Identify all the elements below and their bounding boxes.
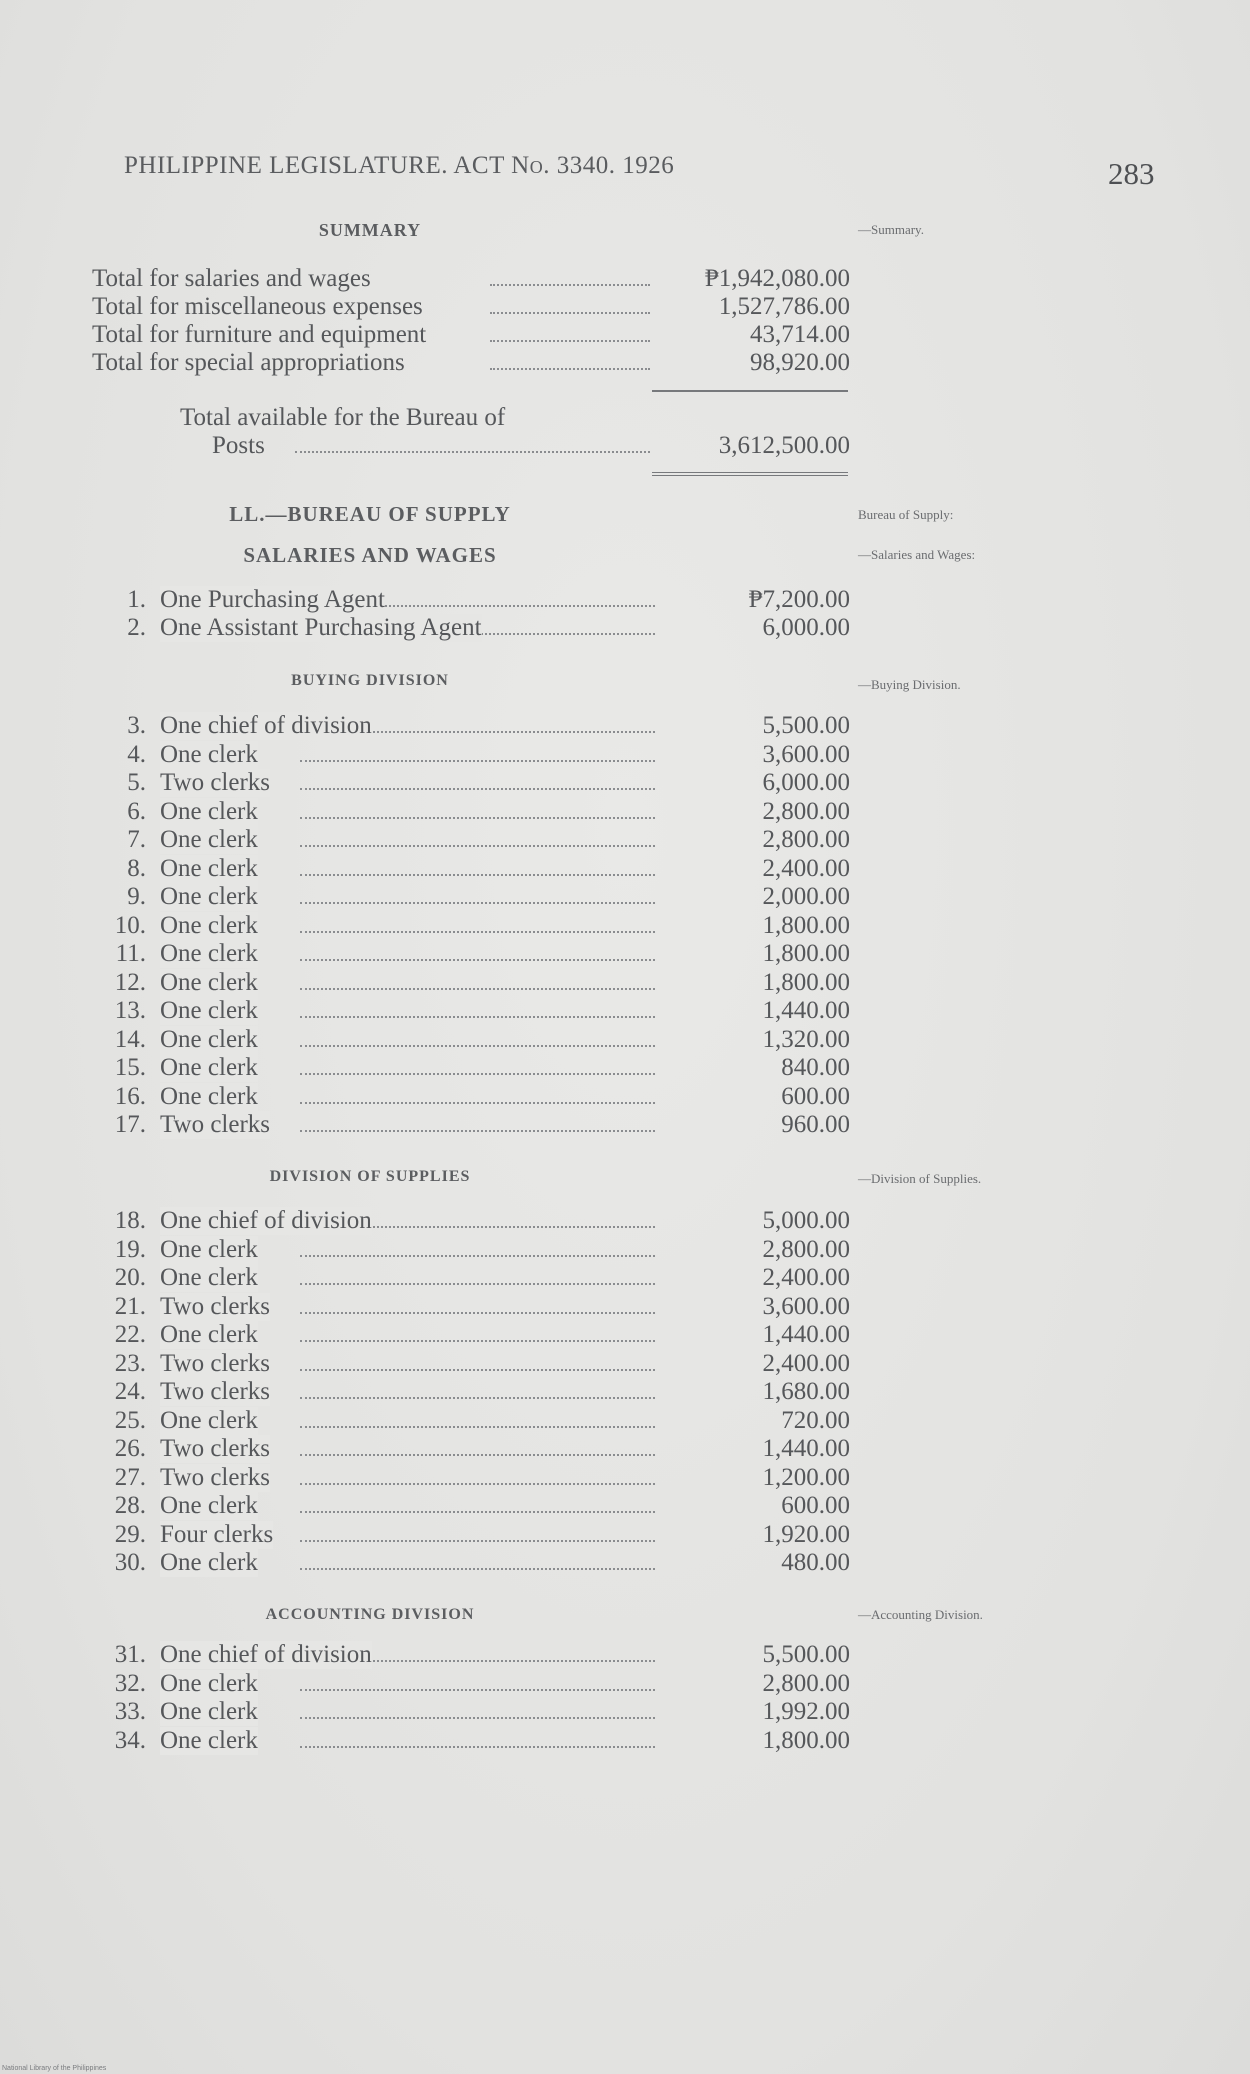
line-item bbox=[0, 1111, 860, 1139]
line-label: One clerk bbox=[160, 883, 258, 910]
line-label: One clerk bbox=[160, 1698, 258, 1725]
line-amount: 1,200.00 bbox=[762, 1463, 850, 1491]
dot-leader bbox=[300, 988, 655, 990]
dot-leader bbox=[300, 1255, 655, 1257]
line-label: One clerk bbox=[160, 940, 258, 967]
line-item bbox=[0, 969, 860, 997]
line-amount: 2,800.00 bbox=[762, 826, 850, 853]
line-amount: 6,000.00 bbox=[762, 614, 850, 641]
line-number: 4. bbox=[127, 740, 146, 768]
line-label: Two clerks bbox=[160, 1111, 271, 1138]
line-item bbox=[0, 883, 860, 911]
line-label: One clerk bbox=[160, 1726, 258, 1754]
line-item bbox=[0, 1321, 860, 1349]
line-item bbox=[0, 769, 860, 797]
line-amount: 2,400.00 bbox=[762, 854, 850, 882]
line-item bbox=[0, 1435, 860, 1463]
line-number: 32. bbox=[114, 1669, 146, 1697]
line-label: One clerk bbox=[160, 1235, 258, 1263]
line-number: 27. bbox=[114, 1463, 146, 1491]
line-number: 22. bbox=[114, 1321, 146, 1348]
dot-leader bbox=[300, 817, 655, 819]
line-amount: 1,440.00 bbox=[762, 1435, 850, 1462]
line-item bbox=[0, 1492, 860, 1520]
line-item bbox=[0, 1083, 860, 1111]
line-item bbox=[0, 997, 860, 1025]
line-number: 12. bbox=[114, 968, 146, 996]
line-number: 20. bbox=[114, 1264, 146, 1291]
line-number: 30. bbox=[114, 1549, 146, 1576]
line-amount: 1,440.00 bbox=[762, 1321, 850, 1348]
dot-leader bbox=[300, 1045, 655, 1047]
dot-leader bbox=[300, 874, 655, 876]
line-label: Two clerks bbox=[160, 1463, 271, 1491]
line-item bbox=[0, 1264, 860, 1292]
line-label: One clerk bbox=[160, 797, 258, 825]
summary-row-label: Total for salaries and wages bbox=[92, 265, 371, 292]
line-label: Two clerks bbox=[160, 1292, 271, 1320]
margin-note-salaries: —Salaries and Wages: bbox=[858, 547, 976, 562]
line-label: Two clerks bbox=[160, 1378, 271, 1405]
line-number: 26. bbox=[114, 1435, 146, 1462]
line-number: 15. bbox=[114, 1054, 146, 1081]
line-label: One clerk bbox=[160, 826, 258, 853]
total-row bbox=[0, 432, 860, 460]
line-number: 21. bbox=[114, 1292, 146, 1320]
line-number: 9. bbox=[127, 883, 146, 910]
line-item bbox=[0, 1378, 860, 1406]
summary-row-amount: 98,920.00 bbox=[750, 349, 850, 376]
line-amount: 2,400.00 bbox=[762, 1349, 850, 1377]
line-number: 5. bbox=[127, 769, 146, 796]
line-item bbox=[0, 1236, 860, 1264]
margin-note-buying: —Buying Division. bbox=[858, 677, 961, 692]
line-label: One clerk bbox=[160, 911, 258, 939]
dot-leader bbox=[300, 1102, 655, 1104]
dot-leader bbox=[300, 1283, 655, 1285]
line-label: One clerk bbox=[160, 1492, 258, 1519]
total-label-line2: Posts bbox=[212, 432, 265, 459]
dot-leader bbox=[300, 1689, 655, 1691]
line-label: One clerk bbox=[160, 1406, 258, 1434]
line-item bbox=[0, 741, 860, 769]
line-label: One clerk bbox=[160, 1025, 258, 1053]
dot-leader bbox=[300, 1746, 655, 1748]
line-amount: 1,800.00 bbox=[762, 940, 850, 967]
line-amount: 1,800.00 bbox=[762, 1726, 850, 1754]
line-amount: ₱7,200.00 bbox=[748, 586, 850, 613]
page-number: 283 bbox=[1108, 156, 1155, 191]
line-amount: 960.00 bbox=[781, 1111, 850, 1138]
line-item bbox=[0, 712, 860, 740]
summary-row-label: Total for furniture and equipment bbox=[92, 321, 427, 348]
line-label: One clerk bbox=[160, 1321, 258, 1348]
line-label: One Assistant Purchasing Agent bbox=[160, 614, 482, 641]
summary-row bbox=[0, 293, 860, 321]
line-item bbox=[0, 614, 860, 642]
line-number: 11. bbox=[115, 940, 146, 967]
dot-leader bbox=[300, 760, 655, 762]
line-amount: 6,000.00 bbox=[762, 769, 850, 796]
total-double-rule bbox=[652, 472, 848, 476]
line-amount: 5,500.00 bbox=[762, 1641, 850, 1668]
line-amount: 600.00 bbox=[781, 1082, 850, 1110]
dot-leader bbox=[300, 1717, 655, 1719]
line-amount: 1,920.00 bbox=[762, 1520, 850, 1548]
line-number: 33. bbox=[114, 1698, 146, 1725]
line-amount: 1,800.00 bbox=[762, 911, 850, 939]
line-amount: 1,800.00 bbox=[762, 968, 850, 996]
summary-row-amount: 43,714.00 bbox=[750, 321, 850, 348]
line-item bbox=[0, 1670, 860, 1698]
margin-note-accounting: —Accounting Division. bbox=[858, 1607, 983, 1622]
line-item bbox=[0, 940, 860, 968]
line-amount: 2,800.00 bbox=[762, 797, 850, 825]
line-amount: 840.00 bbox=[781, 1054, 850, 1081]
summary-row-label: Total for special appropriations bbox=[92, 349, 405, 376]
dot-leader bbox=[300, 1540, 655, 1542]
line-item bbox=[0, 1549, 860, 1577]
line-number: 14. bbox=[114, 1025, 146, 1053]
line-label: One clerk bbox=[160, 740, 258, 768]
dot-leader bbox=[490, 284, 650, 286]
dot-leader bbox=[300, 1426, 655, 1428]
total-amount: 3,612,500.00 bbox=[718, 432, 850, 459]
dot-leader bbox=[300, 1483, 655, 1485]
line-item bbox=[0, 1407, 860, 1435]
line-item bbox=[0, 826, 860, 854]
dot-leader bbox=[300, 1511, 655, 1513]
summary-row-amount: ₱1,942,080.00 bbox=[704, 265, 850, 292]
line-item bbox=[0, 1521, 860, 1549]
line-item bbox=[0, 1026, 860, 1054]
line-label: Two clerks bbox=[160, 1435, 271, 1462]
line-amount: 5,500.00 bbox=[762, 712, 850, 739]
line-item bbox=[0, 798, 860, 826]
margin-note-summary: —Summary. bbox=[858, 222, 924, 237]
line-number: 31. bbox=[114, 1641, 146, 1668]
line-item bbox=[0, 1293, 860, 1321]
summary-row bbox=[0, 265, 860, 293]
line-number: 3. bbox=[127, 712, 146, 739]
dot-leader bbox=[300, 1454, 655, 1456]
bureau-heading: LL.—BUREAU OF SUPPLY bbox=[229, 502, 511, 526]
dot-leader bbox=[300, 845, 655, 847]
total-label-line1: Total available for the Bureau of bbox=[180, 404, 506, 431]
line-label: One clerk bbox=[160, 997, 258, 1024]
running-head: PHILIPPINE LEGISLATURE. ACT No. 3340. 1926 bbox=[124, 152, 675, 179]
line-label: One chief of division bbox=[160, 712, 372, 739]
line-item bbox=[0, 1350, 860, 1378]
line-number: 2. bbox=[127, 614, 146, 641]
line-number: 8. bbox=[127, 854, 146, 882]
dot-leader bbox=[300, 1312, 655, 1314]
line-item bbox=[0, 1207, 860, 1235]
dot-leader bbox=[300, 1130, 655, 1132]
line-amount: 480.00 bbox=[781, 1549, 850, 1576]
line-amount: 1,320.00 bbox=[762, 1025, 850, 1053]
line-number: 18. bbox=[114, 1207, 146, 1234]
line-label: One clerk bbox=[160, 1264, 258, 1291]
line-amount: 2,000.00 bbox=[762, 883, 850, 910]
line-label: One Purchasing Agent bbox=[160, 586, 385, 613]
line-number: 7. bbox=[127, 826, 146, 853]
line-number: 16. bbox=[114, 1082, 146, 1110]
dot-leader bbox=[295, 451, 650, 453]
line-number: 13. bbox=[114, 997, 146, 1024]
line-amount: 3,600.00 bbox=[762, 1292, 850, 1320]
line-amount: 3,600.00 bbox=[762, 740, 850, 768]
line-item bbox=[0, 1054, 860, 1082]
line-number: 23. bbox=[114, 1349, 146, 1377]
line-label: Four clerks bbox=[160, 1520, 274, 1548]
margin-note-supplies: —Division of Supplies. bbox=[858, 1171, 982, 1186]
margin-note-bureau: Bureau of Supply: bbox=[858, 507, 954, 522]
line-number: 10. bbox=[114, 911, 146, 939]
dot-leader bbox=[300, 959, 655, 961]
line-label: Two clerks bbox=[160, 769, 271, 796]
line-amount: 1,992.00 bbox=[762, 1698, 850, 1725]
line-label: One chief of division bbox=[160, 1207, 372, 1234]
dot-leader bbox=[300, 902, 655, 904]
dot-leader bbox=[300, 788, 655, 790]
salaries-heading: SALARIES AND WAGES bbox=[243, 543, 497, 567]
line-item bbox=[0, 855, 860, 883]
line-amount: 2,800.00 bbox=[762, 1669, 850, 1697]
subtotal-rule bbox=[652, 390, 848, 392]
dot-leader bbox=[300, 1016, 655, 1018]
summary-heading: SUMMARY bbox=[318, 220, 422, 240]
line-number: 17. bbox=[114, 1111, 146, 1138]
line-item bbox=[0, 1698, 860, 1726]
line-amount: 1,680.00 bbox=[762, 1378, 850, 1405]
line-label: Two clerks bbox=[160, 1349, 271, 1377]
line-number: 19. bbox=[114, 1235, 146, 1263]
dot-leader bbox=[490, 312, 650, 314]
line-item bbox=[0, 1727, 860, 1755]
line-amount: 720.00 bbox=[781, 1406, 850, 1434]
summary-row-label: Total for miscellaneous expenses bbox=[92, 293, 423, 320]
dot-leader bbox=[300, 931, 655, 933]
dot-leader bbox=[490, 340, 650, 342]
line-number: 34. bbox=[114, 1726, 146, 1754]
line-label: One clerk bbox=[160, 968, 258, 996]
summary-row bbox=[0, 349, 860, 377]
buying-division-heading: BUYING DIVISION bbox=[291, 672, 449, 689]
line-label: One clerk bbox=[160, 1082, 258, 1110]
line-item bbox=[0, 912, 860, 940]
line-label: One clerk bbox=[160, 1669, 258, 1697]
line-number: 29. bbox=[114, 1520, 146, 1548]
dot-leader bbox=[490, 368, 650, 370]
supplies-division-heading: DIVISION OF SUPPLIES bbox=[269, 1168, 471, 1185]
line-amount: 2,400.00 bbox=[762, 1264, 850, 1291]
line-label: One clerk bbox=[160, 1054, 258, 1081]
line-number: 6. bbox=[127, 797, 146, 825]
dot-leader bbox=[300, 1073, 655, 1075]
line-item bbox=[0, 1641, 860, 1669]
line-number: 25. bbox=[114, 1406, 146, 1434]
line-item bbox=[0, 1464, 860, 1492]
footer-credit: National Library of the Philippines bbox=[2, 2065, 107, 2072]
line-amount: 1,440.00 bbox=[762, 997, 850, 1024]
line-item bbox=[0, 586, 860, 614]
line-amount: 600.00 bbox=[781, 1492, 850, 1519]
line-number: 1. bbox=[127, 586, 146, 613]
dot-leader bbox=[300, 1397, 655, 1399]
line-label: One clerk bbox=[160, 854, 258, 882]
summary-row-amount: 1,527,786.00 bbox=[718, 293, 850, 320]
summary-row bbox=[0, 321, 860, 349]
accounting-division-heading: ACCOUNTING DIVISION bbox=[265, 1606, 475, 1623]
dot-leader bbox=[300, 1568, 655, 1570]
line-amount: 5,000.00 bbox=[762, 1207, 850, 1234]
dot-leader bbox=[300, 1340, 655, 1342]
line-label: One chief of division bbox=[160, 1641, 372, 1668]
line-number: 24. bbox=[114, 1378, 146, 1405]
dot-leader bbox=[300, 1369, 655, 1371]
line-amount: 2,800.00 bbox=[762, 1235, 850, 1263]
line-number: 28. bbox=[114, 1492, 146, 1519]
line-label: One clerk bbox=[160, 1549, 258, 1576]
